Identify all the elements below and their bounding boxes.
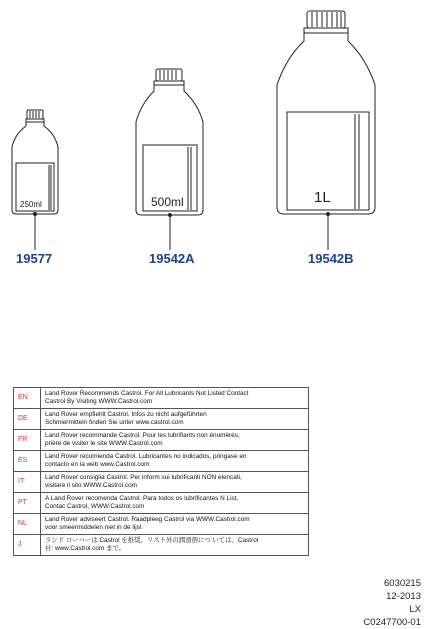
capacity-label-250ml: 250ml — [20, 200, 42, 209]
meta-model: LX — [409, 604, 421, 615]
language-text: Land Rover adviseert Castrol. Raadpleeg Castrol via WWW.Castrol.com voor smeermiddelen niet in de lijst — [41, 514, 309, 535]
language-text: Land Rover recomienda Castrol. Lubricantes no indicados, póngase en contacto en la web www.Castrol.com — [41, 451, 309, 472]
language-text: Land Rover consiglia Castrol. Per inform sui lubrificanti NON elencati, visitare il sito WWW.Castrol.com — [41, 472, 309, 493]
language-code: DE — [14, 409, 41, 430]
meta-date: 12-2013 — [386, 591, 421, 602]
language-code: EN — [14, 388, 41, 409]
legend-row — [14, 472, 309, 493]
language-code: J — [14, 535, 41, 556]
language-code: NL — [14, 514, 41, 535]
meta-code: 6030215 — [384, 578, 421, 589]
legend-row — [14, 535, 309, 556]
legend-row — [14, 388, 309, 409]
document-meta — [363, 577, 421, 629]
legend-row — [14, 514, 309, 535]
language-text: Land Rover empfiehlt Castrol. Infos zu nicht aufgeführten Schmiermitteln finden Sie unter www.castrol.com — [41, 409, 309, 430]
language-code: ES — [14, 451, 41, 472]
language-text: ランド ローバーは Castrol を推奨。リスト外の潤滑剤につ いては、Castrol 社: www.Castrol.com まで。 — [41, 535, 309, 556]
language-code: PT — [14, 493, 41, 514]
part-number-19542a: 19542A — [149, 251, 195, 266]
legend-row — [14, 493, 309, 514]
bottle-1l — [277, 11, 375, 214]
bottle-500ml — [136, 69, 203, 215]
part-number-19542b: 19542B — [308, 251, 354, 266]
legend-row — [14, 451, 309, 472]
capacity-label-500ml: 500ml — [151, 195, 184, 209]
language-code: FR — [14, 430, 41, 451]
language-text: Land Rover recommande Castrol. Pour les lubrifiants non énumérés, prière de visiter le site WWW.Castrol.com — [41, 430, 309, 451]
meta-id: C0247700-01 — [363, 617, 421, 628]
legend-row — [14, 409, 309, 430]
bottles-illustration — [0, 0, 429, 290]
language-text: Land Rover Recommends Castrol. For All Lubricants Not Listed Contact Castrol By Visiting WWW.Castrol.com — [41, 388, 309, 409]
legend-row — [14, 430, 309, 451]
part-number-19577: 19577 — [16, 251, 53, 266]
language-legend-table — [13, 387, 309, 556]
language-text: A Land Rover recomenda Castrol. Para todos os lubrificantes N List, Contac Castrol, WWW.Castrol.com — [41, 493, 309, 514]
bottle-250ml — [12, 110, 58, 214]
capacity-label-1l: 1L — [314, 189, 331, 206]
language-code: IT — [14, 472, 41, 493]
